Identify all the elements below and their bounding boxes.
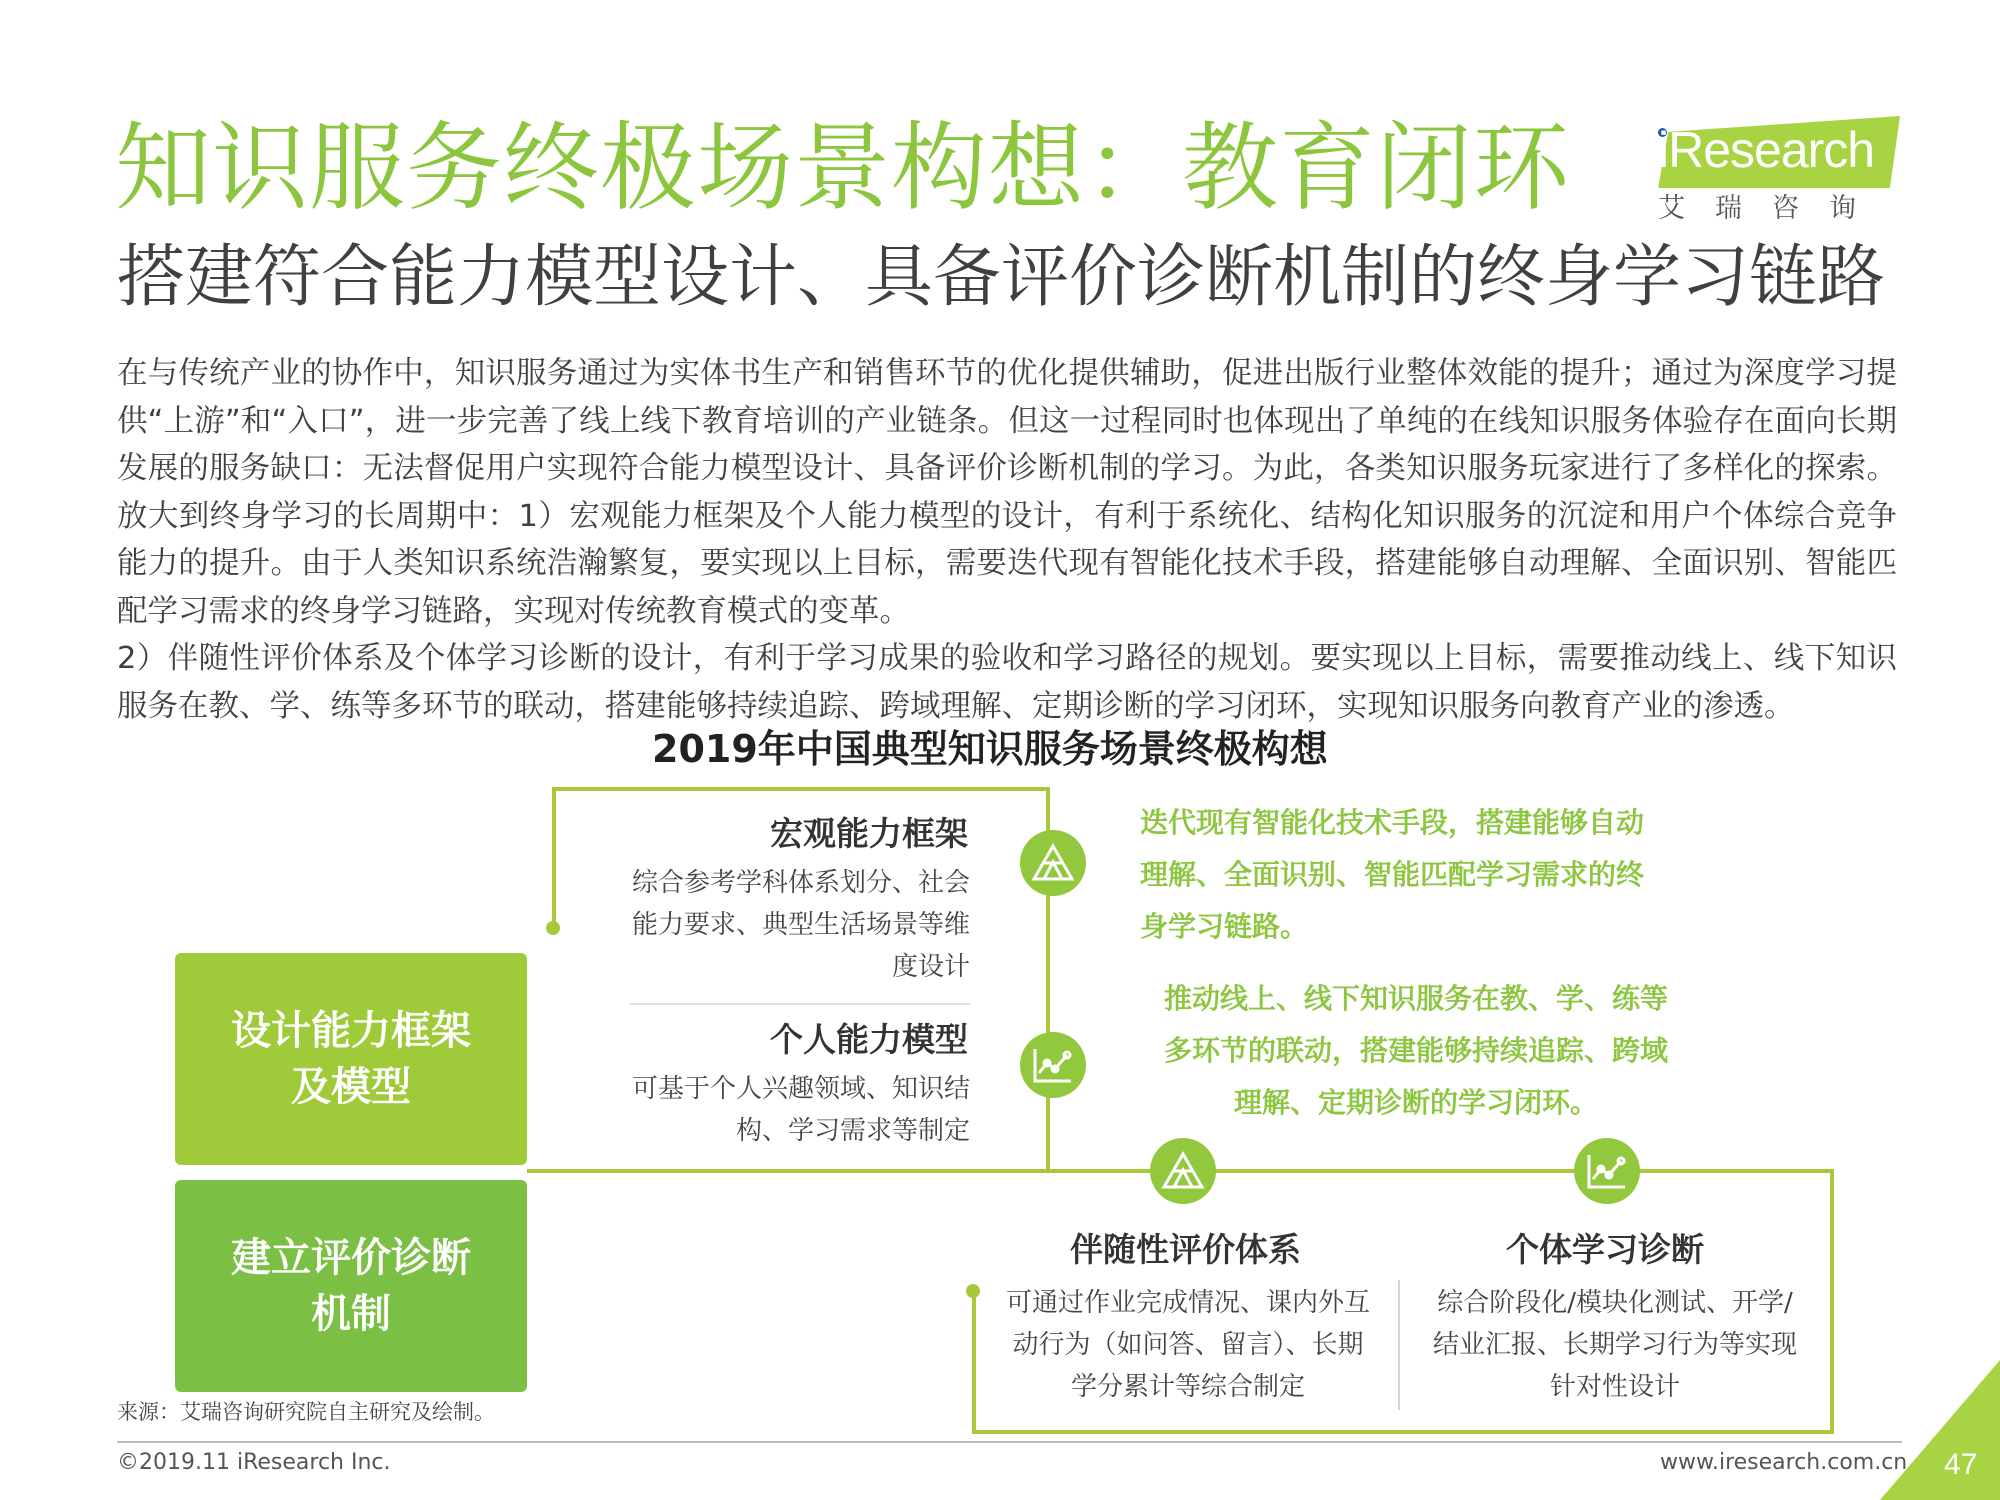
connector-dot-bottom	[966, 1284, 980, 1298]
connector-left-top	[552, 787, 556, 927]
body-paragraphs	[117, 350, 1897, 730]
block-design-framework	[175, 953, 527, 1165]
page-title: 知识服务终极场景构想：教育闭环	[115, 112, 1570, 224]
body-paragraph-1: 在与传统产业的协作中，知识服务通过为实体书生产和销售环节的优化提供辅助，促进出版行业整体效能的提升；通过为深度学习提供“上游”和“入口”，进一步完善了线上线下教育培训的产业链条。但这一过程同时也体现出了单纯的在线知识服务体验存在面向长期发展的服务缺口：无法督促用户实现符合能力模型设计、具备评价诊断机制的学习。为此，各类知识服务玩家进行了多样化的探索。放大到终身学习的长周期中：1）宏观能力框架及个人能力模型的设计，有利于系统化、结构化知识服务的沉淀和用户个体综合竞争能力的提升。由于人类知识系统浩瀚繁复，要实现以上目标，需要迭代现有智能化技术手段，搭建能够自动理解、全面识别、智能匹配学习需求的终身学习链路，实现对传统教育模式的变革。	[117, 356, 1897, 629]
triangle-network-icon	[1150, 1138, 1216, 1204]
corner-decoration	[1880, 1360, 2000, 1500]
connector-bottom	[972, 1430, 1834, 1434]
triangle-network-icon	[1020, 830, 1086, 896]
logo-brand-text: iResearch	[1658, 122, 1875, 178]
source-note: 来源：艾瑞咨询研究院自主研究及绘制。	[117, 1400, 495, 1424]
logo-chinese-text: 艾瑞咨询	[1658, 193, 1886, 224]
column-divider	[1398, 1280, 1400, 1410]
accompany-eval-title: 伴随性评价体系	[1070, 1230, 1301, 1269]
connector-right	[1830, 1169, 1834, 1434]
diagnosis-desc: 综合阶段化/模块化测试、开学/结业汇报、长期学习行为等实现针对性设计	[1432, 1288, 1797, 1402]
connector-left-bottom	[972, 1290, 976, 1434]
macro-framework-title: 宏观能力框架	[770, 814, 968, 853]
body-paragraph-2: 2）伴随性评价体系及个体学习诊断的设计，有利于学习成果的验收和学习路径的规划。要实现以上目标，需要推动线上、线下知识服务在教、学、练等多环节的联动，搭建能够持续追踪、跨域理解、定期诊断的学习闭环，实现知识服务向教育产业的渗透。	[117, 641, 1897, 724]
website-link[interactable]: www.iresearch.com.cn	[1660, 1450, 1908, 1475]
page-subtitle: 搭建符合能力模型设计、具备评价诊断机制的终身学习链路	[117, 238, 1886, 317]
accompany-eval-desc: 可通过作业完成情况、课内外互动行为（如问答、留言）、长期学分累计等综合制定	[1005, 1288, 1370, 1402]
footer-divider	[117, 1441, 1902, 1443]
line-chart-icon	[1020, 1032, 1086, 1098]
diagnosis-title: 个体学习诊断	[1506, 1230, 1704, 1269]
line-chart-icon	[1574, 1138, 1640, 1204]
connector-top	[552, 787, 1050, 791]
macro-framework-desc: 综合参考学科体系划分、社会能力要求、典型生活场景等维度设计	[631, 868, 970, 982]
block-eval-label: 建立评价诊断机制	[231, 1235, 471, 1337]
block-design-label: 设计能力框架及模型	[231, 1008, 471, 1110]
diagram-title: 2019年中国典型知识服务场景终极构想	[652, 727, 1328, 771]
copyright: ©2019.11 iResearch Inc.	[117, 1450, 391, 1475]
item-separator	[630, 1003, 970, 1005]
personal-model-title: 个人能力模型	[770, 1020, 968, 1059]
block-evaluation-mechanism	[175, 1180, 527, 1392]
page-number: 47	[1944, 1448, 1978, 1481]
green-note-middle: 推动线上、线下知识服务在教、学、练等多环节的联动，搭建能够持续追踪、跨域理解、定期诊断的学习闭环。	[1163, 982, 1668, 1119]
personal-model-desc: 可基于个人兴趣领域、知识结构、学习需求等制定	[631, 1074, 970, 1146]
iresearch-logo	[1648, 104, 1900, 228]
connector-dot-top	[546, 921, 560, 935]
green-note-top: 迭代现有智能化技术手段，搭建能够自动理解、全面识别、智能匹配学习需求的终身学习链路。	[1140, 806, 1645, 943]
